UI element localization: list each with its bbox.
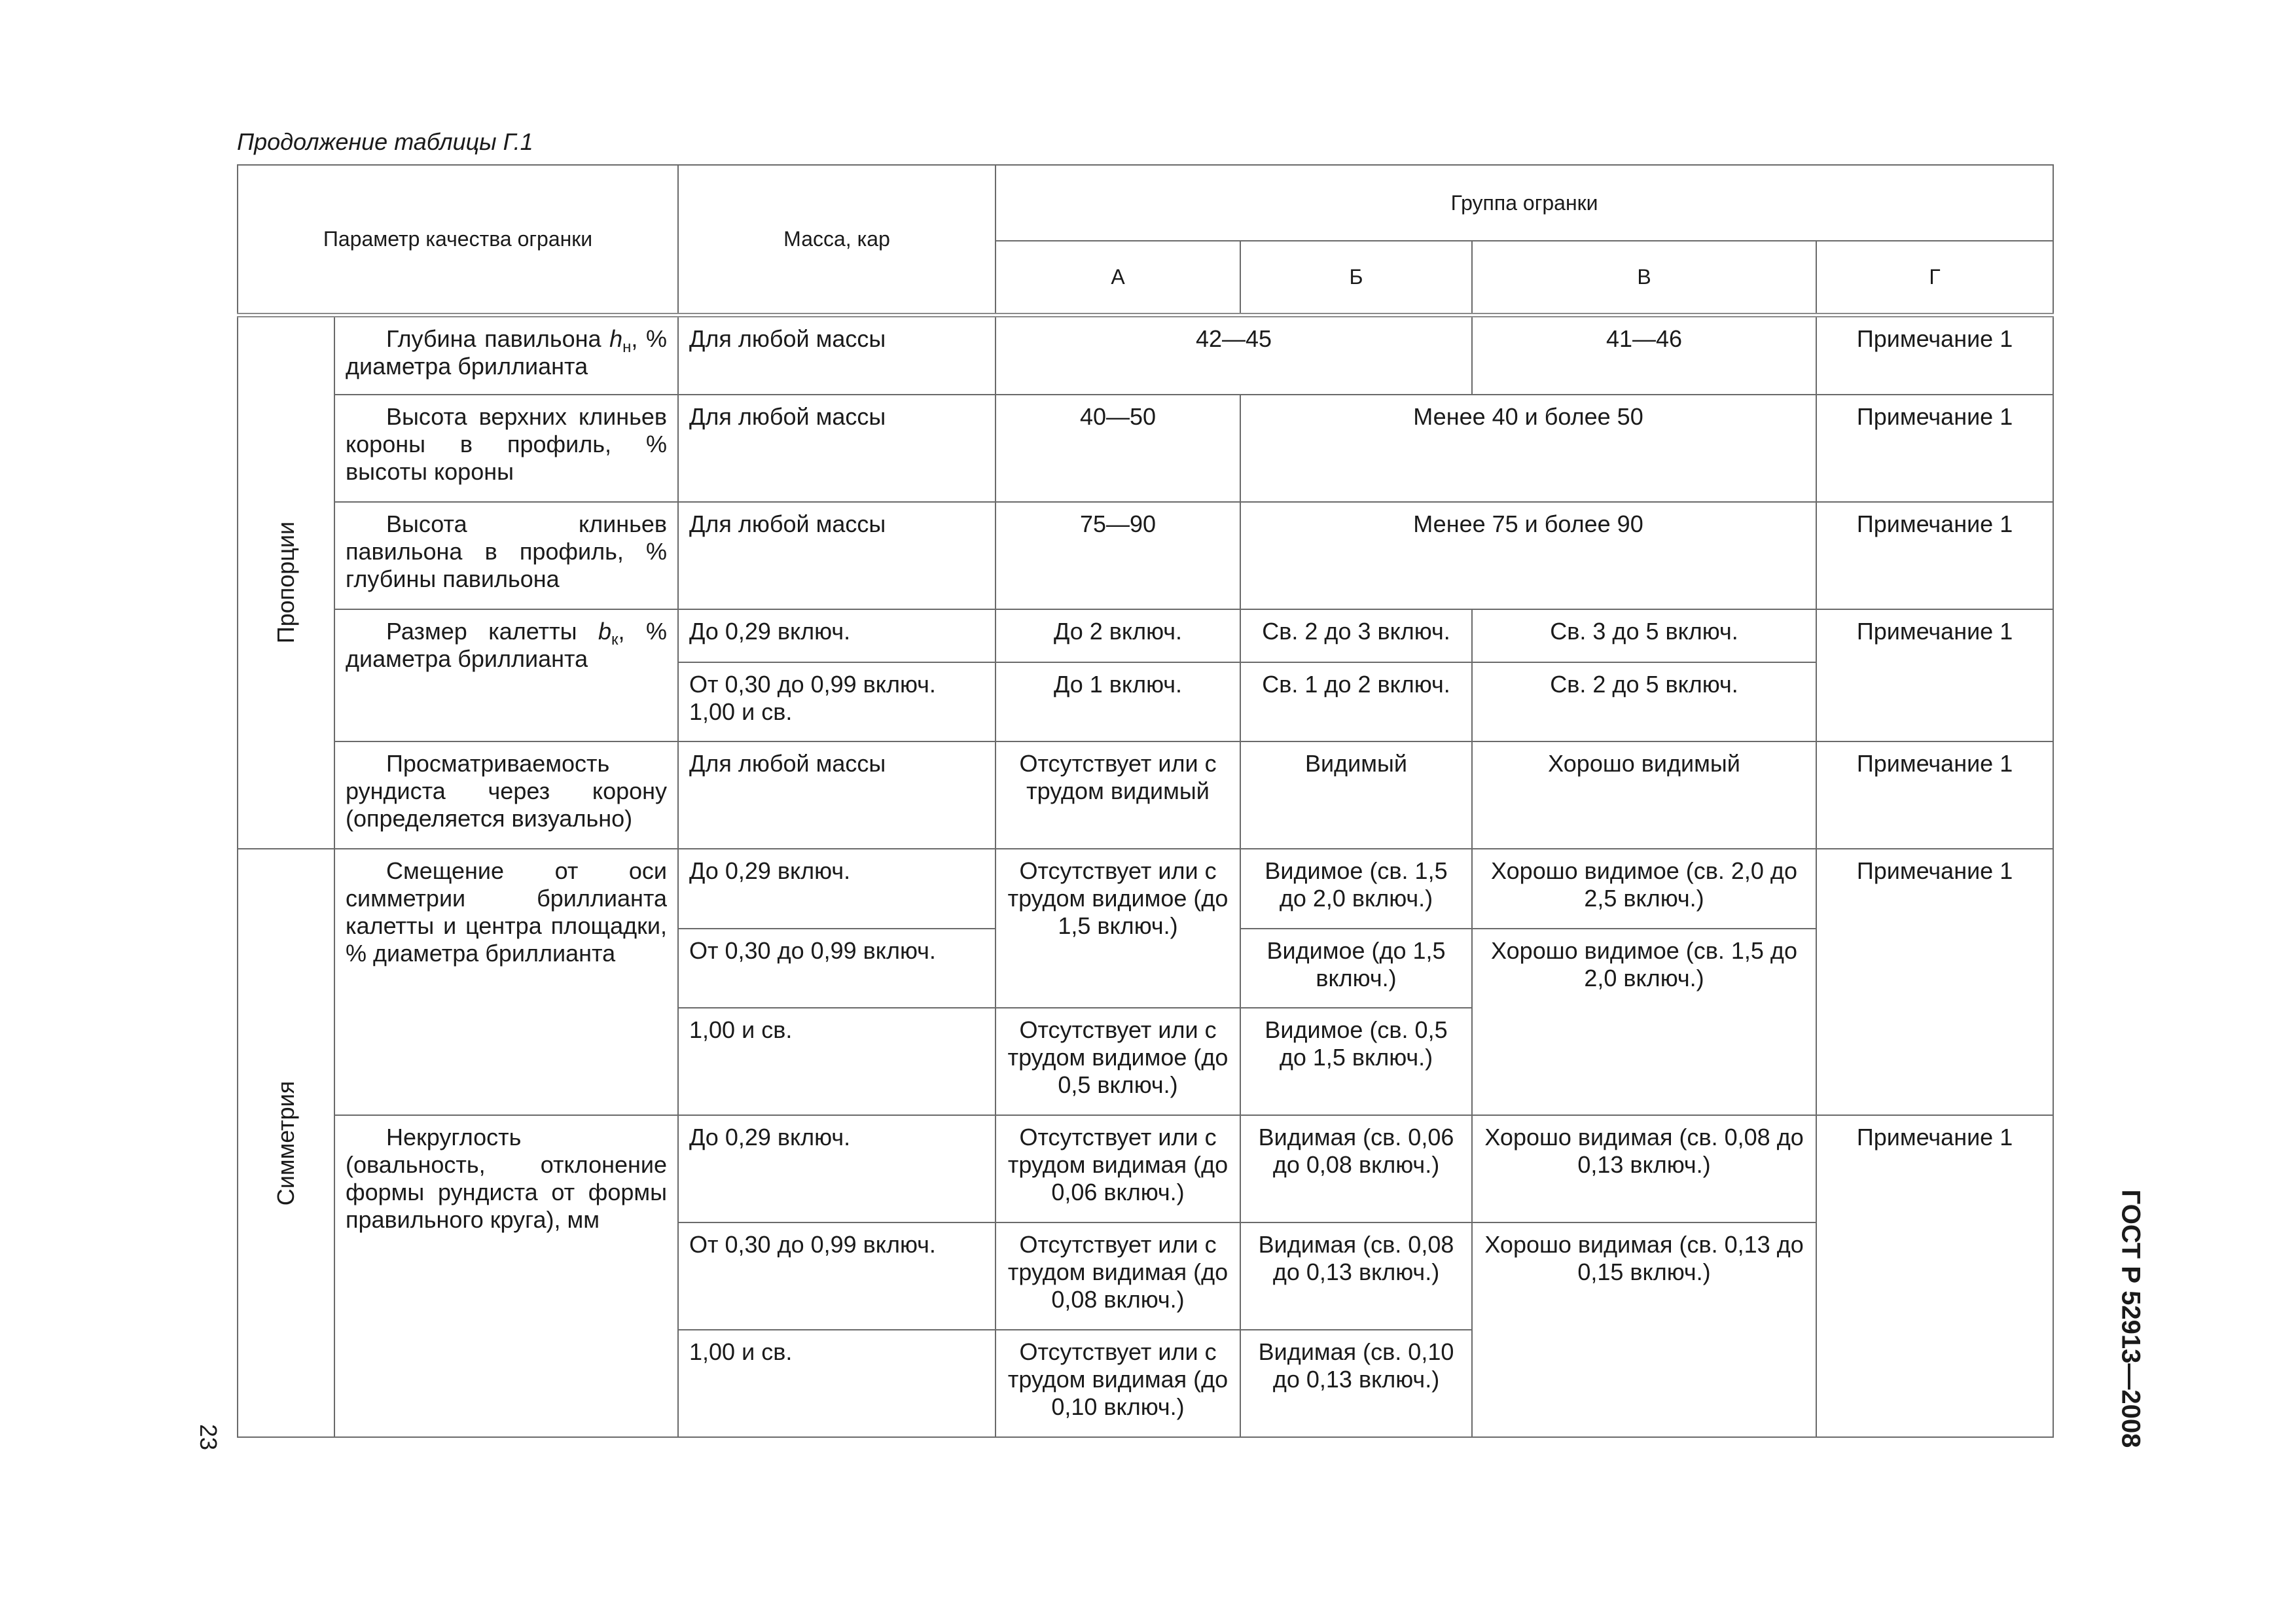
param-offset: Смещение от оси симметрии бриллианта калетты и центра площадки, % диаметра бриллианта (334, 849, 678, 1115)
value-cell: Видимый (1240, 741, 1472, 849)
quality-table (237, 164, 2054, 1438)
value-cell: 40—50 (996, 395, 1240, 502)
header-group-b: Б (1240, 241, 1472, 315)
param-pavilion-facets: Высота клиньев павильона в профиль, % глубины павильона (334, 502, 678, 609)
mass-cell: Для любой массы (678, 741, 996, 849)
value-cell: Хорошо видимая (св. 0,08 до 0,13 включ.) (1472, 1115, 1816, 1222)
mass-cell: Для любой массы (678, 315, 996, 395)
mass-cell: До 0,29 включ. (678, 849, 996, 929)
section-proportions-label: Пропорции (272, 522, 299, 644)
value-cell: Видимое (св. 0,5 до 1,5 включ.) (1240, 1008, 1472, 1115)
note-cell: Примечание 1 (1816, 315, 2053, 395)
value-cell: Видимое (до 1,5 включ.) (1240, 929, 1472, 1008)
header-mass: Масса, кар (678, 165, 996, 315)
param-crown-facets: Высота верхних клиньев короны в профиль, % высоты короны (334, 395, 678, 502)
value-cell: Отсутствует или с трудом видимая (до 0,06 включ.) (996, 1115, 1240, 1222)
param-culet-size: Размер калетты $b_к$, % диаметра бриллианта (334, 609, 678, 741)
mass-cell: Для любой массы (678, 395, 996, 502)
header-param: Параметр качества огранки (238, 165, 678, 315)
mass-cell: До 0,29 включ. (678, 609, 996, 662)
note-cell: Примечание 1 (1816, 502, 2053, 609)
value-cell: 41—46 (1472, 315, 1816, 395)
page-number: 23 (195, 1423, 223, 1451)
mass-cell: От 0,30 до 0,99 включ. 1,00 и св. (678, 662, 996, 741)
note-cell: Примечание 1 (1816, 849, 2053, 1115)
value-cell: Отсутствует или с трудом видимый (996, 741, 1240, 849)
mass-cell: До 0,29 включ. (678, 1115, 996, 1222)
value-cell: 75—90 (996, 502, 1240, 609)
mass-cell: Для любой массы (678, 502, 996, 609)
value-cell: Менее 75 и более 90 (1240, 502, 1816, 609)
value-cell: До 2 включ. (996, 609, 1240, 662)
header-group: Группа огранки (996, 165, 2053, 241)
section-symmetry-label: Симметрия (272, 1080, 299, 1205)
value-cell: Видимая (св. 0,10 до 0,13 включ.) (1240, 1330, 1472, 1437)
value-cell: Св. 2 до 3 включ. (1240, 609, 1472, 662)
section-symmetry (238, 849, 334, 1437)
value-cell: Св. 1 до 2 включ. (1240, 662, 1472, 741)
mass-cell: 1,00 и св. (678, 1008, 996, 1115)
value-cell: Видимое (св. 1,5 до 2,0 включ.) (1240, 849, 1472, 929)
value-cell: Хорошо видимое (св. 1,5 до 2,0 включ.) (1472, 929, 1816, 1115)
value-cell: Отсутствует или с трудом видимая (до 0,08 включ.) (996, 1222, 1240, 1330)
value-cell: Отсутствует или с трудом видимое (до 1,5 включ.) (996, 849, 1240, 1008)
mass-cell: От 0,30 до 0,99 включ. (678, 929, 996, 1008)
mass-cell: От 0,30 до 0,99 включ. (678, 1222, 996, 1330)
value-cell: Хорошо видимый (1472, 741, 1816, 849)
note-cell: Примечание 1 (1816, 741, 2053, 849)
value-cell: Хорошо видимое (св. 2,0 до 2,5 включ.) (1472, 849, 1816, 929)
value-cell: Св. 3 до 5 включ. (1472, 609, 1816, 662)
section-proportions (238, 315, 334, 849)
value-cell: Хорошо видимая (св. 0,13 до 0,15 включ.) (1472, 1222, 1816, 1437)
param-pavilion-depth: Глубина павильона $h_н$, % диаметра бриллианта (334, 315, 678, 395)
value-cell: Видимая (св. 0,06 до 0,08 включ.) (1240, 1115, 1472, 1222)
header-group-g: Г (1816, 241, 2053, 315)
value-cell: Отсутствует или с трудом видимая (до 0,10 включ.) (996, 1330, 1240, 1437)
value-cell: Отсутствует или с трудом видимое (до 0,5 включ.) (996, 1008, 1240, 1115)
value-cell: Видимая (св. 0,08 до 0,13 включ.) (1240, 1222, 1472, 1330)
value-cell: 42—45 (996, 315, 1472, 395)
value-cell: Св. 2 до 5 включ. (1472, 662, 1816, 741)
header-group-v: В (1472, 241, 1816, 315)
header-group-a: А (996, 241, 1240, 315)
note-cell: Примечание 1 (1816, 395, 2053, 502)
value-cell: Менее 40 и более 50 (1240, 395, 1816, 502)
standard-designation: ГОСТ Р 52913—2008 (2116, 1189, 2145, 1448)
note-cell: Примечание 1 (1816, 609, 2053, 741)
value-cell: До 1 включ. (996, 662, 1240, 741)
mass-cell: 1,00 и св. (678, 1330, 996, 1437)
param-out-of-roundness: Некруглость (овальность, отклонение формы рундиста от формы правильного круга), мм (334, 1115, 678, 1437)
table-caption: Продолжение таблицы Г.1 (237, 128, 533, 155)
note-cell: Примечание 1 (1816, 1115, 2053, 1437)
param-girdle-visibility: Просматриваемость рундиста через корону (определяется визуально) (334, 741, 678, 849)
